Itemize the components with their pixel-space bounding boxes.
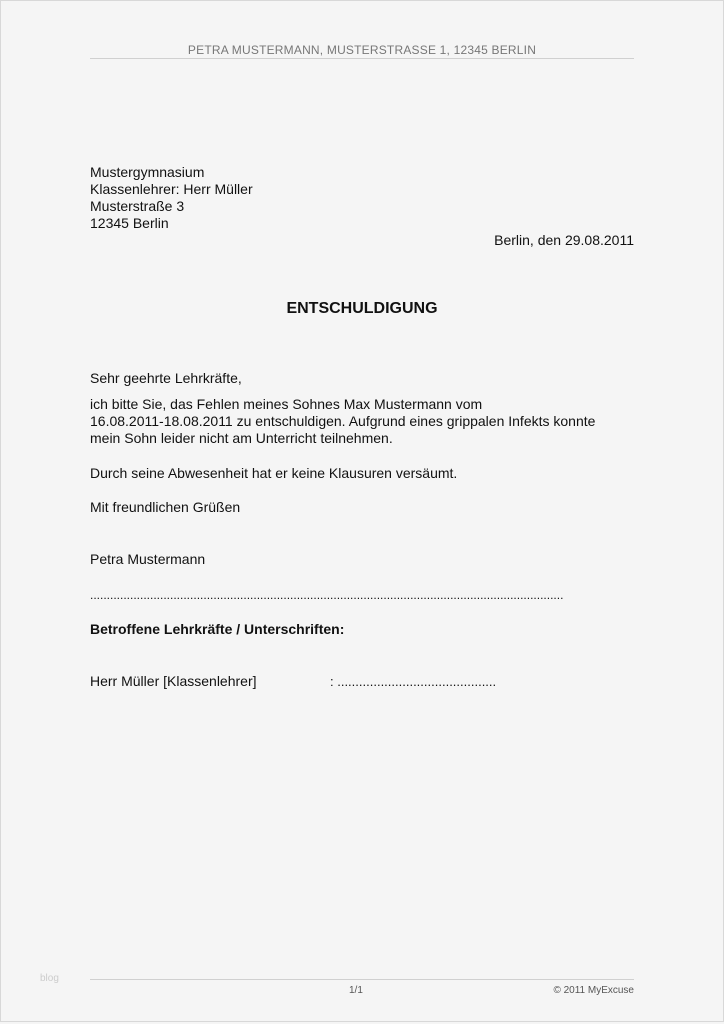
page-number: 1/1 (349, 985, 363, 996)
recipient-line: Klassenlehrer: Herr Müller (90, 181, 253, 197)
recipient-line: Mustergymnasium (90, 164, 205, 180)
teacher-signature-line: : ............................................ (330, 674, 497, 689)
body-paragraph-2: Durch seine Abwesenheit hat er keine Klausuren versäumt. (90, 465, 458, 481)
body-line: mein Sohn leider nicht am Unterricht teilnehmen. (90, 430, 393, 446)
recipient-line: 12345 Berlin (90, 215, 169, 231)
signature-line: .............................................................................................................................................. (90, 588, 564, 602)
recipient-address (90, 164, 253, 232)
letter-title: ENTSCHULDIGUNG (286, 300, 438, 317)
section-title: Betroffene Lehrkräfte / Unterschriften: (90, 621, 345, 637)
closing: Mit freundlichen Grüßen (90, 499, 241, 515)
sender-header: PETRA MUSTERMANN, MUSTERSTRASSE 1, 12345 BERLIN (187, 43, 537, 57)
watermark: blog (40, 973, 59, 984)
salutation: Sehr geehrte Lehrkräfte, (90, 370, 242, 386)
body-line: 16.08.2011-18.08.2011 zu entschuldigen. Aufgrund eines grippalen Infekts konnte (90, 413, 596, 429)
footer-divider (90, 979, 634, 980)
header-divider (90, 58, 634, 59)
place-date: Berlin, den 29.08.2011 (494, 232, 634, 248)
signer-name: Petra Mustermann (90, 551, 206, 567)
teacher-name: Herr Müller [Klassenlehrer] (90, 673, 257, 689)
body-paragraph (90, 396, 595, 447)
recipient-line: Musterstraße 3 (90, 198, 185, 214)
body-line: ich bitte Sie, das Fehlen meines Sohnes Max Mustermann vom (90, 396, 483, 412)
copyright: © 2011 MyExcuse (553, 985, 634, 996)
